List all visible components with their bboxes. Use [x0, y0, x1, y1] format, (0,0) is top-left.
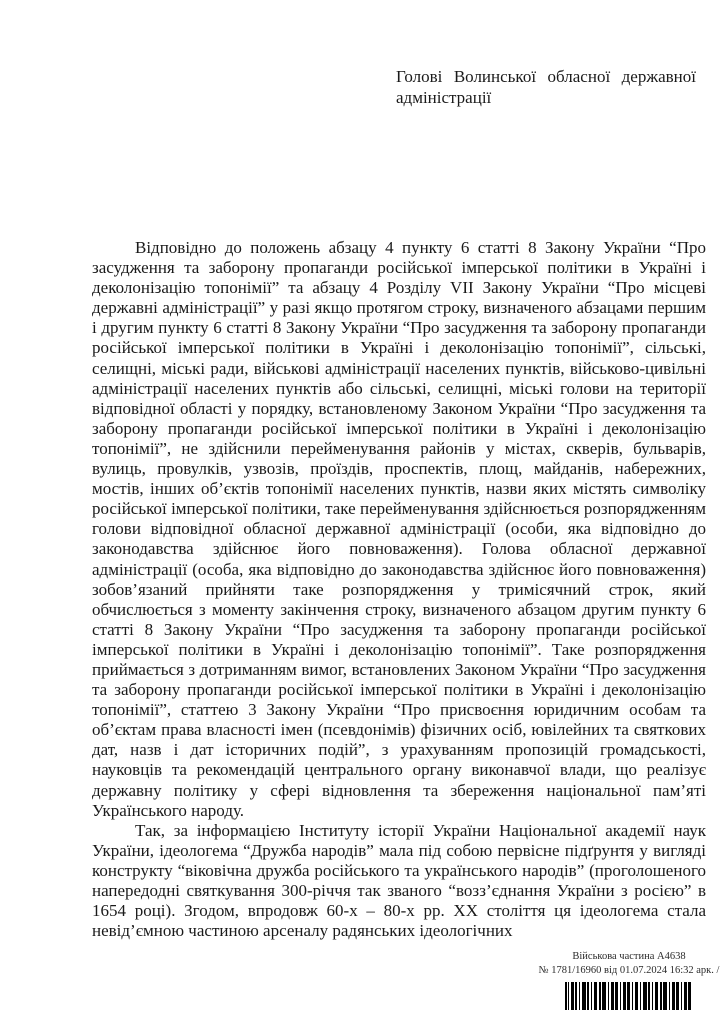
registration-stamp	[536, 950, 722, 1010]
paragraph-historical-note: Так, за інформацією Інституту історії України Національної академії наук України, ідеологема “Дружба народів” мала під собою первісне підґрунтя у вигляді конструкту “віковічна дружба російського та українського народів” (проголошеного напередодні святкування 300-річчя так званого “возз’єднання України з росією” в 1654 році). Згодом, впродовж 60-х – 80-х рр. ХХ століття ця ідеологема стала невід’ємною частиною арсеналу радянських ідеологічних	[92, 820, 706, 941]
paragraph-legal-basis: Відповідно до положень абзацу 4 пункту 6 статті 8 Закону України “Про засудження та заборону пропаганди російської імперської політики в Україні і деколонізацію топонімії” та абзацу 4 Розділу VII Закону України “Про місцеві державні адміністрації” у разі якщо протягом строку, визначеного абзацами першим і другим пункту 6 статті 8 Закону України “Про засудження та заборону пропаганди російської імперської політики в Україні і деколонізацію топонімії”, сільські, селищні, міські ради, військові адміністрації населених пунктів, військово-цивільні адміністрації населених пунктів або сільські, селищні, міські голови на території відповідної області у порядку, встановленому Законом України “Про засудження та заборону пропаганди російської імперської політики в Україні і деколонізацію топонімії”, не здійснили перейменування районів у містах, скверів, бульварів, вулиць, провулків, узвозів, проїздів, проспектів, площ, майданів, набережних, мостів, інших об’єктів топонімії населених пунктів, назви яких містять символіку російської імперської політики, таке перейменування здійснюється розпорядженням голови відповідної обласної державної адміністрації (особи, яка відповідно до законодавства здійснює його повноваження). Голова обласної державної адміністрації (особа, яка відповідно до законодавства здійснює його повноваження) зобов’язаний прийняти таке розпорядження у тримісячний строк, який обчислюється з моменту закінчення строку, визначеного абзацом другим пункту 6 статті 8 Закону України “Про засудження та заборону пропаганди російської імперської політики в Україні і деколонізацію топонімії”. Таке розпорядження приймається з дотриманням вимог, встановлених Законом України “Про засудження та заборону пропаганди російської імперської політики в Україні і деколонізацію топонімії”, статтею 3 Закону України “Про присвоєння юридичним особам та об’єктам права власності імен (псевдонімів) фізичних осіб, ювілейних та святкових дат, назв і дат історичних подій”, з урахуванням пропозицій громадськості, науковців та рекомендацій центрального органу виконавчої влади, що реалізує державну політику у сфері відновлення та збереження національної пам’яті Українського народу.	[92, 238, 706, 820]
recipient-block: Голові Волинської обласної державної адміністрації	[396, 67, 696, 107]
barcode-image	[565, 982, 693, 1010]
stamp-military-unit: Військова частина А4638	[572, 951, 686, 962]
document-body	[92, 238, 706, 941]
stamp-registration-number: № 1781/16960 від 01.07.2024 16:32 арк. /	[538, 965, 720, 976]
